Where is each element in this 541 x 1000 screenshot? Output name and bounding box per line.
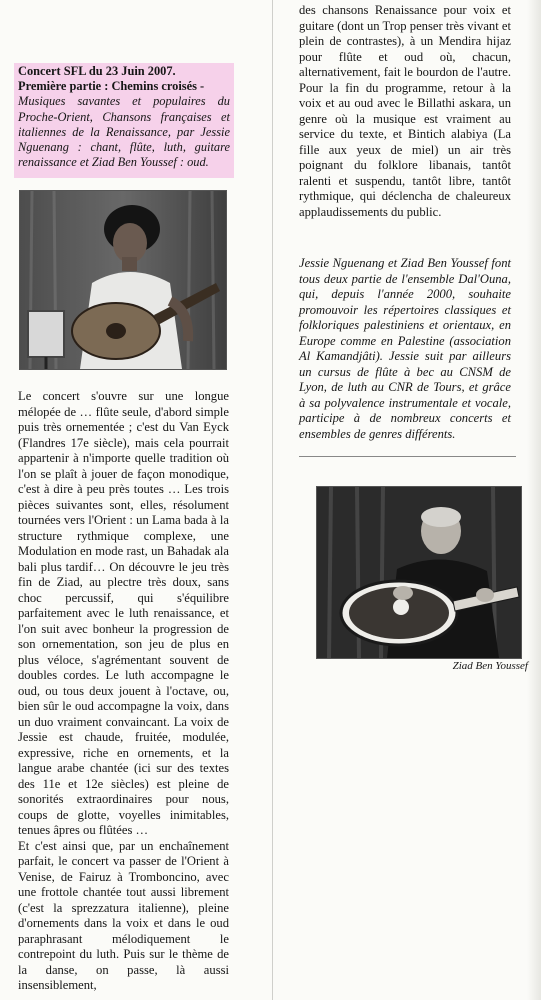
- page-edge-shadow: [527, 0, 541, 1000]
- photo-ziad-oud: [316, 486, 522, 659]
- review-paragraph-3: des chansons Renaissance pour voix et guitare (dont un Trop penser très vivant et plein de contrastes), à un Mendira hijaz pour flûte et oud où, chacun, alternativement, fait le bourdon de l'autre. Pour la fin du programme, retour à la voix et au oud avec le Billathi askara, un genre où la musique est vraiment au service du texte, et Bintich alabiya (La fille aux yeux de miel) un air très poignant du folklore libanais, tantôt ralenti et suspendu, tantôt libre, tantôt rythmique, qui déclencha de chaleureux applaudissements du public.: [299, 3, 511, 219]
- program-description: Musiques savantes et populaires du Proche-Orient, Chansons françaises et italiennes de la Renaissance, par Jessie Nguenang : chant, flûte, luth, guitare renaissance et Ziad Ben Youssef : oud.: [18, 94, 230, 170]
- photo-jessie-lute: [19, 190, 227, 370]
- photo-caption: Ziad Ben Youssef: [452, 660, 528, 672]
- review-paragraph-2: Et c'est ainsi que, par un enchaînement parfait, le concert va passer de l'Orient à Venise, de Fairuz à Tromboncino, avec une frottole chantée tout aussi librement (c'est la sprezzatura italienne), pleine d'ornements dans la voix et dans le oud paraphrasant mélodiquement le contrepoint du luth. Puis sur le thème de la danse, on passe, là aussi insensiblement,: [18, 838, 229, 992]
- review-paragraph-1: Le concert s'ouvre sur une longue mélopée de … flûte seule, d'abord simple puis très ornementée ; c'est du Van Eyck (Flandres 17e siècle), mais cela pourrait appartenir à n'importe quelle tradition où l'on se plaît à jouer de façon monodique, c'est à dire à peu près toutes … Les trois pièces suivantes sont, elles, résolument tournées vers l'Orient : un Lama bada à la structure rythmique complexe, une Modulation en mode rast, un Bahadak ala bali plus tardif… On découvre le jeu très fin de Ziad, au plectre très doux, sans choc percussif, qui s'équilibre parfaitement avec le luth renaissance, et l'on suit avec bonheur la progression de son ornementation, son jeu de plus en plus véloce, s'agrémentant souvent de doubles cordes. Le luth accompagne le oud, ou tous deux jouent à l'octave, ou, bien sûr le oud accompagne la voix, dans un duo vraiment convaincant. La voix de Jessie est chaude, fruitée, modulée, expressive, riche en ornements, et la langue arabe chantée (ici sur des textes des 11e et 12e siècles) est pleine de sonorités extraordinaires pour nous, coups de glotte, voyelles inimitables, tenues âpres ou flûtées …: [18, 389, 229, 837]
- bio-paragraph: Jessie Nguenang et Ziad Ben Youssef font tous deux partie de l'ensemble Dal'Ouna, qui, depuis l'année 2000, souhaite promouvoir les répertoires classiques et folkloriques palestiniens et orientaux, en Europe comme en Palestine (association Al Kamandjâti). Jessie suit par ailleurs un cursus de flûte à bec au CNSM de Lyon, de luth au CNR de Tours, et grâce à sa polyvalence instrumentale et vocale, participe à de nombreux concerts et ensembles de genres différents.: [299, 256, 511, 441]
- left-column-body: [18, 389, 229, 994]
- right-column-body: [299, 3, 511, 220]
- photo-jessie-illustration: [20, 191, 226, 369]
- photo-ziad-illustration: [317, 487, 521, 658]
- column-divider: [272, 0, 273, 1000]
- program-subtitle: Première partie : Chemins croisés -: [18, 79, 205, 94]
- musician-bio: [299, 256, 511, 442]
- bio-rule: [299, 456, 516, 457]
- concert-title: Concert SFL du 23 Juin 2007.: [18, 64, 176, 78]
- article-header: [18, 64, 230, 170]
